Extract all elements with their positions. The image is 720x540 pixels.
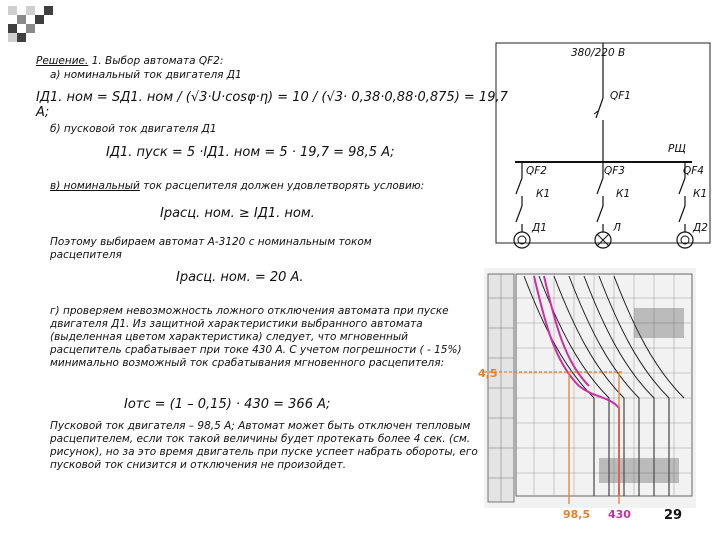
formula-nominal-current: IД1. ном = SД1. ном / (√3·U·cosφ·η) = 10 / (√3· 0,38·0,88·0,875) = 19,7	[36, 90, 508, 105]
formula-start-current: IД1. пуск = 5 ·IД1. ном = 5 · 19,7 = 98,5 А;	[106, 145, 395, 160]
paragraph-final: Пусковой ток двигателя – 98,5 А; Автомат может быть отключен тепловым расцепителем, если ток такой величины будет протекать более 4 сек. (см. рисунок), но за это время двигатель при пуске успеет набрать обороты, его пусковой ток снизится и отключения не произойдет.	[50, 420, 478, 471]
k1-label-1: К1	[536, 188, 551, 200]
solution-label: Решение.	[36, 55, 89, 67]
lamp-label: Л	[613, 222, 621, 234]
branch-1-contactor	[516, 206, 522, 222]
item-a: а) номинальный ток двигателя Д1	[50, 69, 242, 81]
chart-current-label-2: 430	[608, 508, 631, 521]
solution-heading	[36, 55, 223, 68]
qf3-label: QF3	[604, 165, 625, 177]
branch-2-breaker	[597, 178, 603, 194]
item-v-label: в) номинальный	[50, 180, 140, 192]
solution-step: 1. Выбор автомата QF2:	[88, 55, 224, 67]
branch-2-contactor	[597, 206, 603, 222]
branch-3-breaker	[679, 178, 685, 194]
paragraph-g: г) проверяем невозможность ложного отключения автомата при пуске двигателя Д1. Из защитной характеристики выбранного автомата (выделенная цветом характеристика) следует, что мгновенный расцепитель срабатывает при токе 430 А. С учетом погрешности ( - 15%) минимально возможный ток срабатывания мгновенного расцепителя:	[50, 305, 462, 369]
branch-3-contactor	[679, 206, 685, 222]
qf1-contact	[596, 98, 603, 118]
item-v	[50, 180, 424, 193]
qf1-label: QF1	[610, 90, 631, 102]
motor-d2-symbol	[677, 232, 693, 248]
item-v-text: ток расцепителя должен удовлетворять условию:	[139, 180, 425, 192]
branch-1-breaker	[516, 178, 522, 194]
k1-label-2: К1	[616, 188, 631, 200]
condition-formula: Iрасц. ном. ≥ IД1. ном.	[160, 206, 315, 221]
rated-current: Iрасц. ном. = 20 А.	[176, 270, 304, 285]
page-number: 29	[664, 508, 683, 523]
formula-nominal-unit: А;	[36, 105, 50, 120]
qf4-label: QF4	[683, 165, 704, 177]
item-b: б) пусковой ток двигателя Д1	[50, 123, 217, 135]
panel-label: РЩ	[668, 143, 686, 155]
d2-label: Д2	[693, 222, 708, 234]
trip-current-formula: Iотс = (1 – 0,15) · 430 = 366 А;	[124, 397, 331, 412]
k1-label-3: К1	[693, 188, 708, 200]
qf2-label: QF2	[526, 165, 547, 177]
voltage-label: 380/220 В	[571, 47, 626, 59]
protection-characteristic-chart	[484, 268, 696, 508]
d1-label: Д1	[532, 222, 547, 234]
chart-current-label-1: 98,5	[563, 508, 591, 521]
motor-d1-symbol	[514, 232, 530, 248]
chart-time-marker-label: 4,5	[478, 367, 498, 380]
choice-text: Поэтому выбираем автомат А-3120 с номинальным током расцепителя	[50, 236, 372, 261]
